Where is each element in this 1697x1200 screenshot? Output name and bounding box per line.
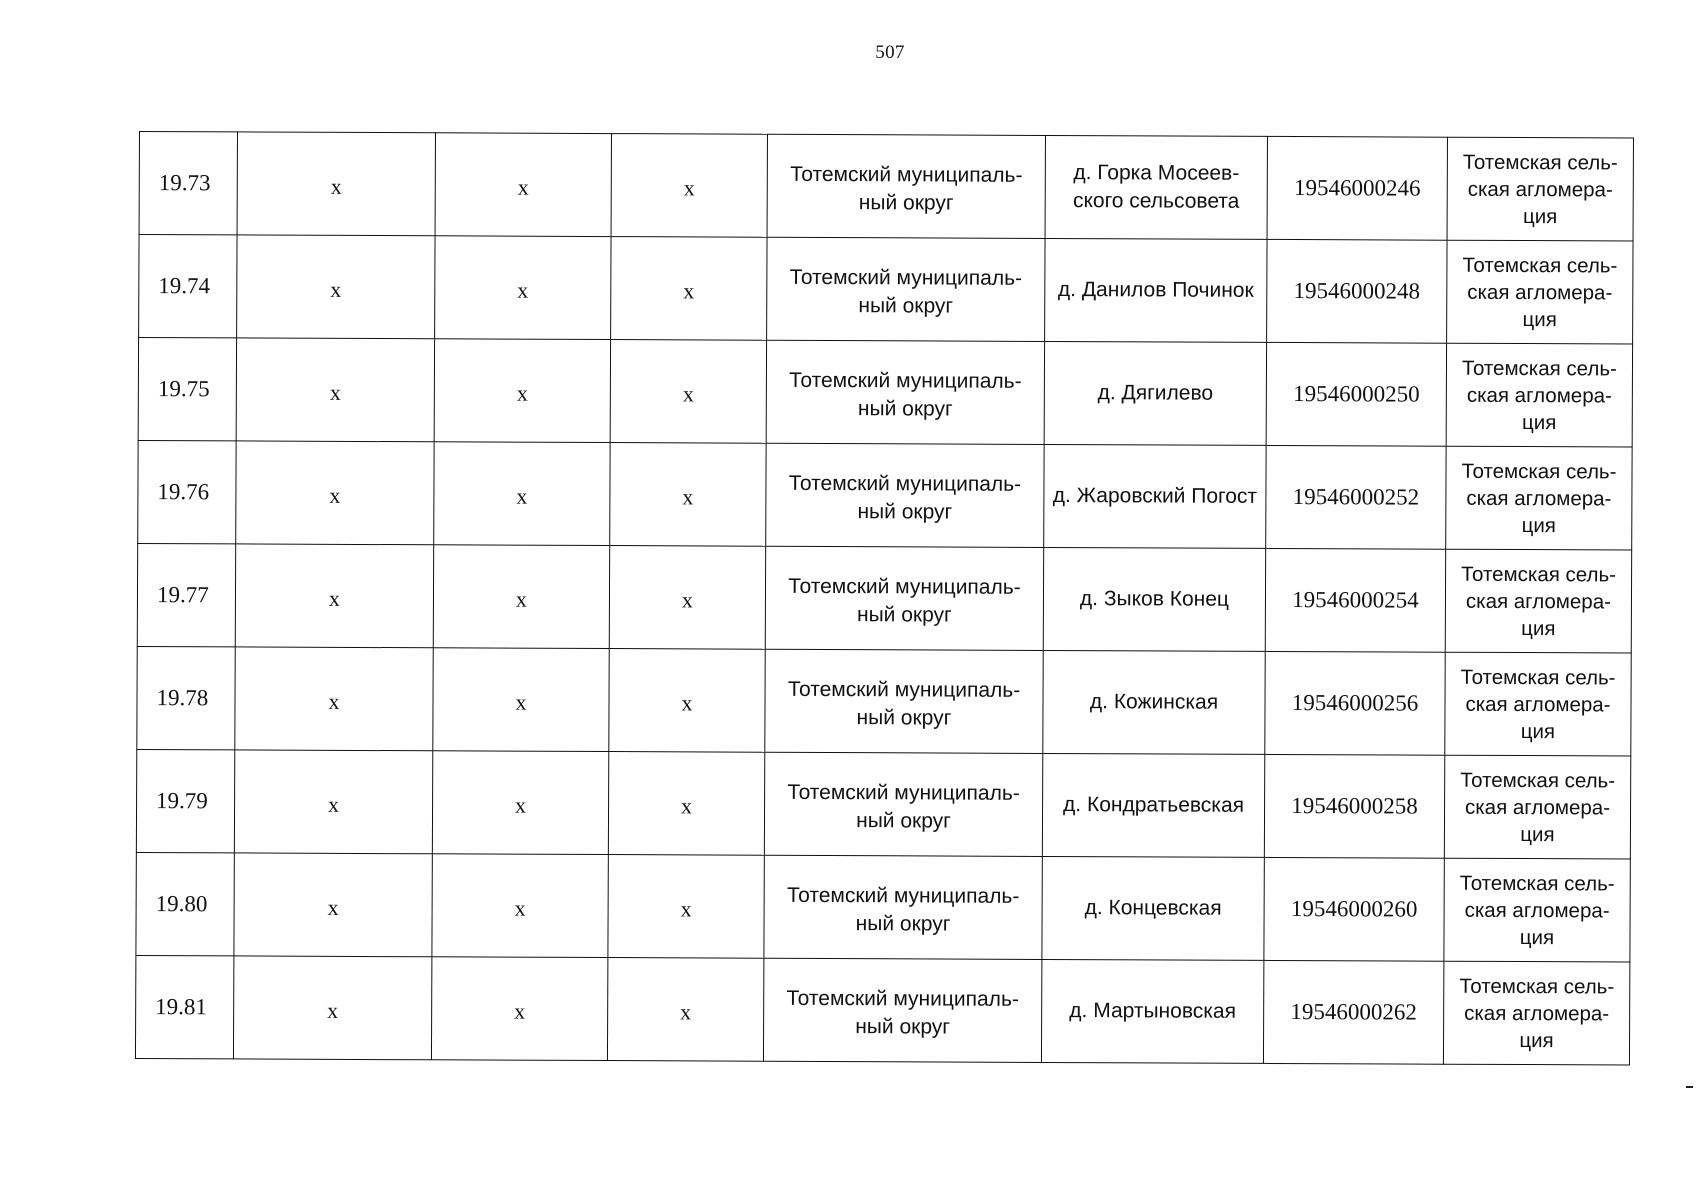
x-mark-cell: х <box>609 546 765 650</box>
x-mark-cell: х <box>607 958 763 1062</box>
district-cell: Тотемский муниципаль-ный округ <box>764 855 1042 959</box>
table-row <box>138 440 1632 550</box>
registry-table <box>135 131 1634 1066</box>
x-mark-cell: х <box>435 133 611 237</box>
x-mark-cell: х <box>611 237 767 341</box>
table-row <box>139 235 1633 345</box>
locality-cell: д. Кожинская <box>1043 650 1265 754</box>
district-cell: Тотемский муниципаль-ный округ <box>764 752 1042 856</box>
locality-cell: д. Дягилево <box>1044 341 1266 445</box>
x-mark-cell: х <box>431 957 607 1061</box>
agglomeration-cell: Тотемская сель-ская агломера-ция <box>1445 652 1631 756</box>
x-mark-cell: х <box>611 134 767 238</box>
row-number-cell: 19.76 <box>138 440 236 543</box>
locality-cell: д. Горка Мосеев-ского сельсовета <box>1045 135 1267 239</box>
table-body <box>135 132 1633 1066</box>
x-mark-cell: х <box>609 649 765 753</box>
x-mark-cell: х <box>432 751 608 855</box>
x-mark-cell: х <box>236 441 434 545</box>
row-number-cell: 19.75 <box>138 338 236 441</box>
x-mark-cell: х <box>434 339 610 443</box>
oktmo-code-cell: 19546000248 <box>1267 239 1447 343</box>
table-row <box>138 338 1632 448</box>
x-mark-cell: х <box>233 956 431 1060</box>
locality-cell: д. Жаровский Погост <box>1044 444 1266 548</box>
oktmo-code-cell: 19546000250 <box>1266 342 1446 446</box>
table-row <box>136 852 1630 962</box>
locality-cell: д. Зыков Конец <box>1043 547 1265 651</box>
agglomeration-cell: Тотемская сель-ская агломера-ция <box>1446 446 1632 550</box>
table-row <box>137 543 1631 653</box>
row-number-cell: 19.81 <box>135 955 233 1058</box>
district-cell: Тотемский муниципаль-ный округ <box>765 546 1043 650</box>
oktmo-code-cell: 19546000258 <box>1264 754 1444 858</box>
x-mark-cell: х <box>235 544 433 648</box>
page-number: 507 <box>875 42 905 63</box>
agglomeration-cell: Тотемская сель-ская агломера-ция <box>1444 755 1630 859</box>
agglomeration-cell: Тотемская сель-ская агломера-ция <box>1445 549 1631 653</box>
x-mark-cell: х <box>610 443 766 547</box>
x-mark-cell: х <box>432 854 608 958</box>
x-mark-cell: х <box>435 236 611 340</box>
oktmo-code-cell: 19546000260 <box>1264 857 1444 961</box>
oktmo-code-cell: 19546000256 <box>1265 651 1445 755</box>
table-row <box>137 646 1631 756</box>
x-mark-cell: х <box>610 340 766 444</box>
scan-mark <box>1686 1086 1693 1088</box>
x-mark-cell: х <box>237 235 435 339</box>
x-mark-cell: х <box>237 132 435 236</box>
x-mark-cell: х <box>234 750 432 854</box>
agglomeration-cell: Тотемская сель-ская агломера-ция <box>1446 343 1632 447</box>
district-cell: Тотемский муниципаль-ный округ <box>766 443 1044 547</box>
table-row <box>139 132 1633 242</box>
locality-cell: д. Кондратьевская <box>1042 753 1264 857</box>
registry-table-container <box>135 131 1634 1066</box>
x-mark-cell: х <box>434 442 610 546</box>
x-mark-cell: х <box>608 752 764 856</box>
agglomeration-cell: Тотемская сель-ская агломера-ция <box>1443 961 1629 1065</box>
row-number-cell: 19.74 <box>139 235 237 338</box>
agglomeration-cell: Тотемская сель-ская агломера-ция <box>1444 858 1630 962</box>
row-number-cell: 19.80 <box>136 852 234 955</box>
agglomeration-cell: Тотемская сель-ская агломера-ция <box>1447 240 1633 344</box>
x-mark-cell: х <box>433 648 609 752</box>
district-cell: Тотемский муниципаль-ный округ <box>765 649 1043 753</box>
row-number-cell: 19.77 <box>137 543 235 646</box>
oktmo-code-cell: 19546000254 <box>1265 548 1445 652</box>
row-number-cell: 19.79 <box>136 749 234 852</box>
oktmo-code-cell: 19546000252 <box>1266 445 1446 549</box>
locality-cell: д. Мартыновская <box>1041 959 1263 1063</box>
locality-cell: д. Данилов Починок <box>1045 238 1267 342</box>
oktmo-code-cell: 19546000246 <box>1267 136 1447 240</box>
row-number-cell: 19.78 <box>137 646 235 749</box>
x-mark-cell: х <box>235 647 433 751</box>
table-row <box>136 749 1630 859</box>
table-row <box>135 955 1629 1065</box>
locality-cell: д. Концевская <box>1042 856 1264 960</box>
x-mark-cell: х <box>236 338 434 442</box>
district-cell: Тотемский муниципаль-ный округ <box>767 134 1045 238</box>
oktmo-code-cell: 19546000262 <box>1263 960 1443 1064</box>
district-cell: Тотемский муниципаль-ный округ <box>766 340 1044 444</box>
x-mark-cell: х <box>433 545 609 649</box>
x-mark-cell: х <box>608 855 764 959</box>
district-cell: Тотемский муниципаль-ный округ <box>763 958 1041 1062</box>
agglomeration-cell: Тотемская сель-ская агломера-ция <box>1447 137 1633 241</box>
x-mark-cell: х <box>234 853 432 957</box>
district-cell: Тотемский муниципаль-ный округ <box>767 237 1045 341</box>
row-number-cell: 19.73 <box>139 132 237 235</box>
